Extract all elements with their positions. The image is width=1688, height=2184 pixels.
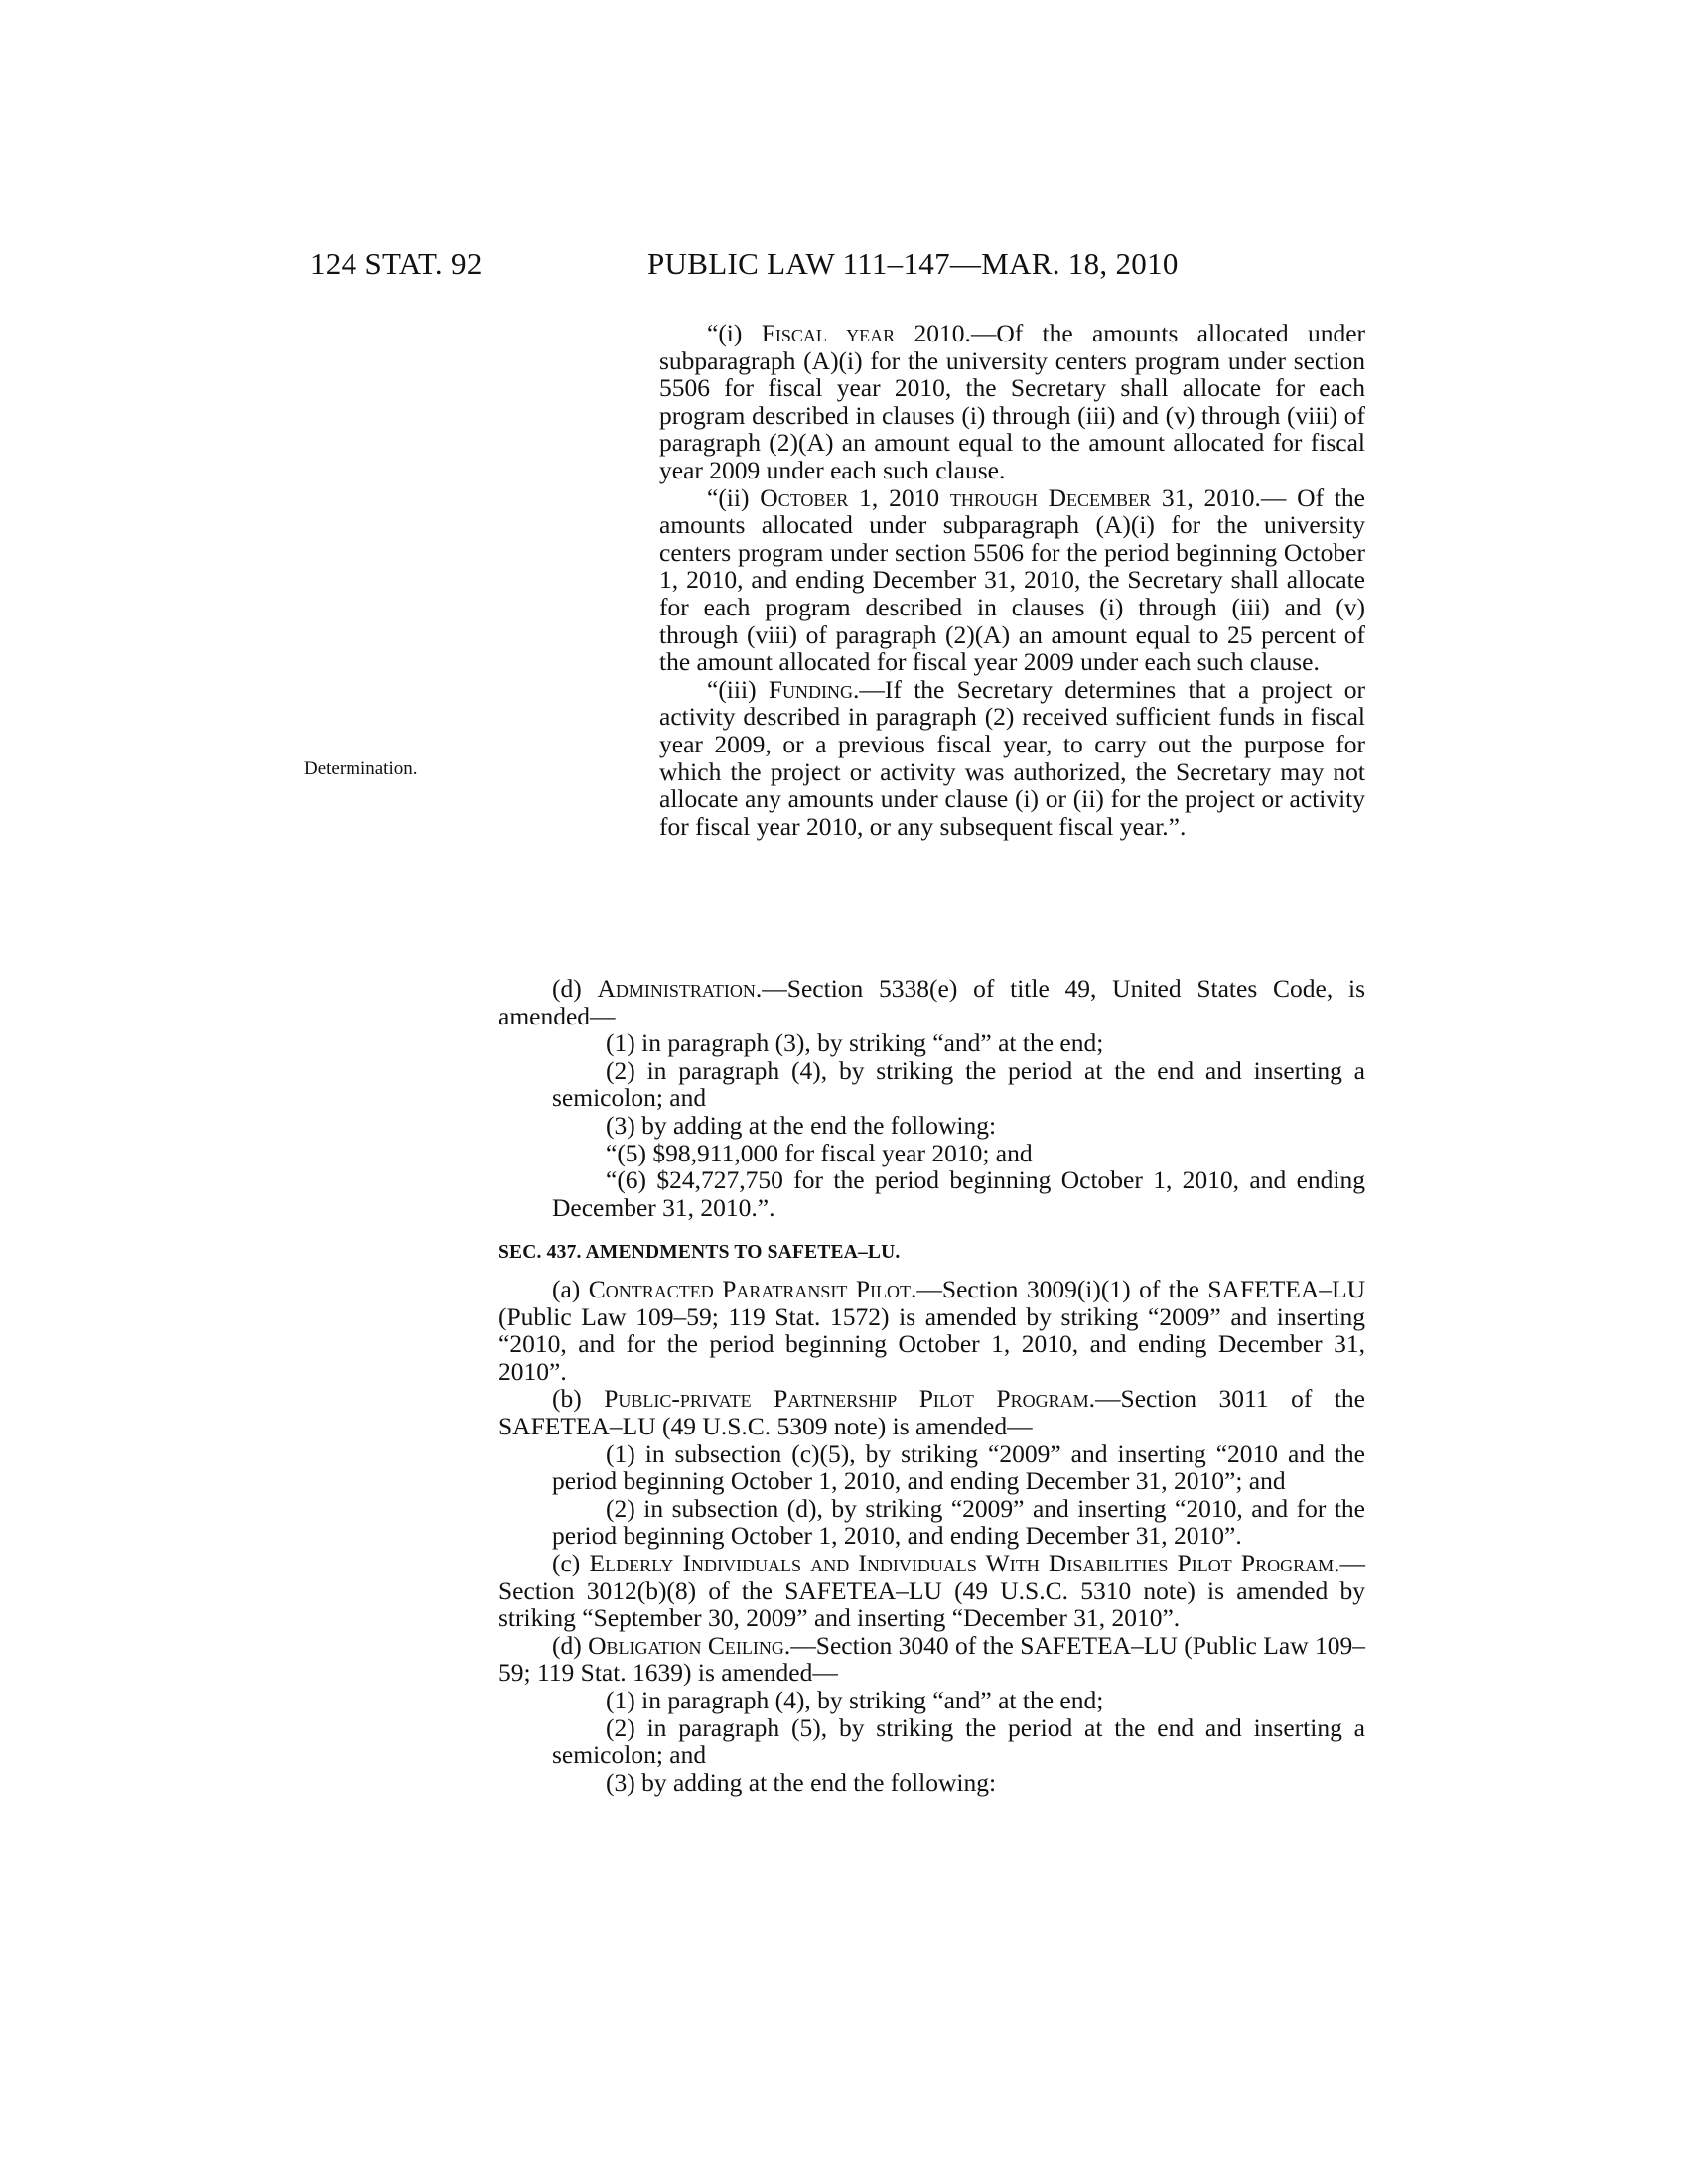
list-item: “(5) $98,911,000 for fiscal year 2010; and [606, 1138, 1033, 1167]
section-heading: SEC. 437. AMENDMENTS TO SAFETEA–LU. [498, 1242, 901, 1263]
margin-note-determination: Determination. [304, 758, 418, 779]
section-437-body [498, 1276, 1365, 1796]
list-item: (3) by adding at the end the following: [606, 1767, 997, 1797]
section-437-b [498, 1385, 1365, 1439]
list-item: (1) in subsection (c)(5), by striking “2009” and inserting “2010 and the period beginning October 1, 2010, and ending December 31, 2010”; and [552, 1438, 1365, 1496]
clause-ii-prefix: “(ii) [707, 482, 750, 512]
section-437-b-text: .—Section 3011 of the SAFETEA–LU (49 U.S.C. 5309 note) is amended— [498, 1384, 1365, 1440]
list-item: “(6) $24,727,750 for the period beginning October 1, 2010, and ending December 31, 2010.”. [552, 1165, 1365, 1222]
section-437-d-caption: Obligation Ceiling [588, 1630, 784, 1660]
clause-i-prefix: “(i) [707, 319, 743, 347]
subsection-d-prefix: (d) [552, 974, 582, 1003]
list-item: (1) in paragraph (3), by striking “and” at the end; [606, 1028, 1104, 1058]
section-437-d-items [552, 1687, 1365, 1796]
clause-i-caption: Fiscal year 2010 [761, 319, 965, 347]
clauses-block [659, 320, 1365, 840]
clause-iii-caption: Funding [768, 674, 854, 704]
clause-ii [659, 484, 1365, 676]
section-437-d [498, 1632, 1365, 1687]
section-437-a [498, 1276, 1365, 1385]
subsection-d-caption: Administration [597, 974, 756, 1003]
clause-iii [659, 676, 1365, 841]
subsection-d-text: .—Section 5338(e) of title 49, United States Code, is amended— [498, 974, 1365, 1030]
section-437-b-items [552, 1440, 1365, 1550]
section-437-c-prefix: (c) [552, 1548, 581, 1577]
section-437-c-caption: Elderly Individuals and Individuals With Disabilities Pilot Program [589, 1548, 1335, 1577]
list-item: (2) in subsection (d), by striking “2009” and inserting “2010, and for the period beginning October 1, 2010, and ending December 31, 2010”. [552, 1493, 1365, 1551]
section-437-d-text: .—Section 3040 of the SAFETEA–LU (Public Law 109–59; 119 Stat. 1639) is amended— [498, 1630, 1365, 1688]
subsection-d-intro [498, 975, 1365, 1029]
clause-ii-caption: October 1, 2010 through December 31, 2010 [760, 482, 1255, 512]
list-item: (2) in paragraph (4), by striking the period at the end and inserting a semicolon; and [552, 1055, 1365, 1113]
subsection-d-administration [498, 975, 1365, 1221]
section-437-d-prefix: (d) [552, 1630, 582, 1660]
section-437-a-caption: Contracted Paratransit Pilot [588, 1275, 912, 1303]
section-437-a-text: .—Section 3009(i)(1) of the SAFETEA–LU (Public Law 109–59; 119 Stat. 1572) is amended by striking “2009” and inserting “2010, and for the period beginning October 1, 2010, and ending December 31, 2010”. [498, 1275, 1366, 1386]
clause-iii-prefix: “(iii) [707, 674, 757, 704]
section-437-b-caption: Public-private Partnership Pilot Program [604, 1384, 1089, 1414]
list-item: (2) in paragraph (5), by striking the period at the end and inserting a semicolon; and [552, 1712, 1365, 1770]
stat-page-number: 124 STAT. 92 [310, 246, 483, 281]
section-437-c-text: .—Section 3012(b)(8) of the SAFETEA–LU (49 U.S.C. 5310 note) is amended by striking “September 30, 2009” and inserting “December 31, 2010”. [498, 1548, 1365, 1633]
list-item: (1) in paragraph (4), by striking “and” at the end; [606, 1685, 1104, 1714]
list-item: (3) by adding at the end the following: [606, 1110, 997, 1140]
clause-i-text: .—Of the amounts allocated under subparagraph (A)(i) for the university centers program under section 5506 for fiscal year 2010, the Secretary shall allocate for each program described in clauses (i) through (iii) and (v) through (viii) of paragraph (2)(A) an amount equal to the amount allocated for fiscal year 2009 under each such clause. [659, 319, 1366, 484]
section-437-b-prefix: (b) [552, 1384, 582, 1414]
clause-ii-text: .— Of the amounts allocated under subparagraph (A)(i) for the university centers program under section 5506 for the period beginning October 1, 2010, and ending December 31, 2010, the Secretary shall allocate for each program described in clauses (i) through (iii) and (v) through (viii) of paragraph (2)(A) an amount equal to 25 percent of the amount allocated for fiscal year 2009 under each such clause. [659, 482, 1366, 677]
section-437-c [498, 1550, 1365, 1632]
clause-iii-text: .—If the Secretary determines that a project or activity described in paragraph (2) received sufficient funds in fiscal year 2009, or a previous fiscal year, to carry out the purpose for which the project or activity was authorized, the Secretary may not allocate any amounts under clause (i) or (ii) for the project or activity for fiscal year 2010, or any subsequent fiscal year.”. [659, 674, 1365, 841]
subsection-d-items [552, 1029, 1365, 1221]
clause-i [659, 320, 1365, 484]
section-437-a-prefix: (a) [552, 1275, 581, 1303]
public-law-title: PUBLIC LAW 111–147—MAR. 18, 2010 [647, 246, 1179, 281]
